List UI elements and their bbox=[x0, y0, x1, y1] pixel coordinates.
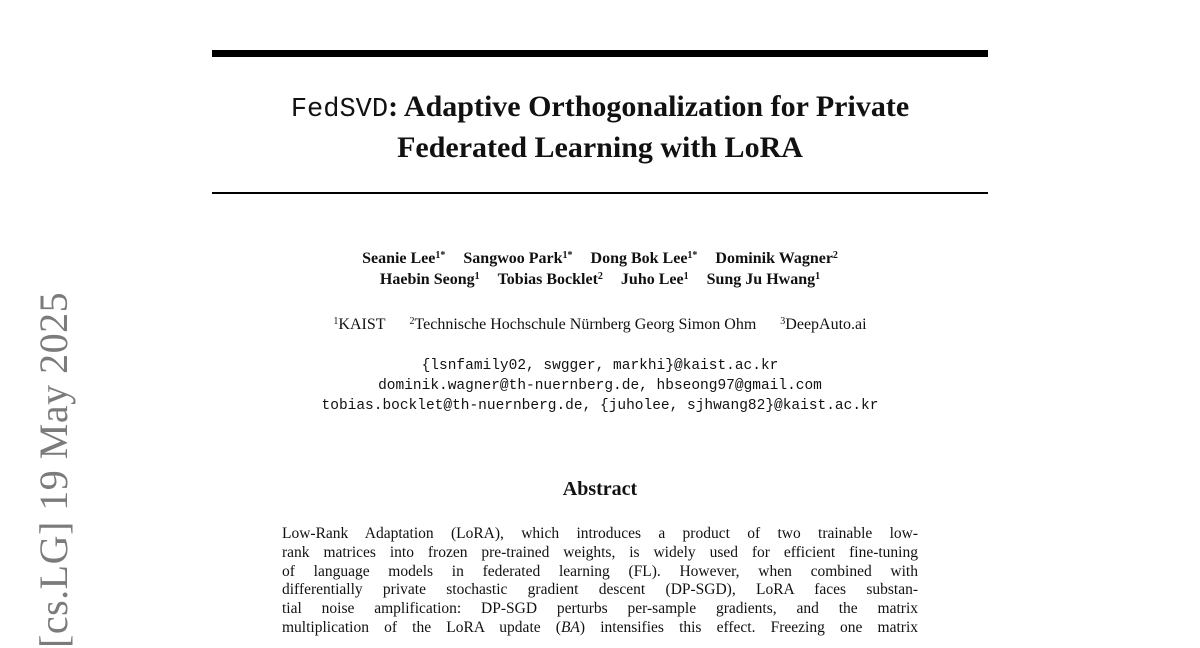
author: Seanie Lee$^{1*}$ bbox=[362, 250, 446, 267]
abstract-line: rank matrices into frozen pre-trained weights, is widely used for efficient fine-tuning bbox=[282, 543, 918, 561]
author-list bbox=[212, 248, 988, 290]
email-line: tobias.bocklet@th-nuernberg.de, {juholee, sjhwang82}@kaist.ac.kr bbox=[321, 398, 879, 414]
top-rule bbox=[212, 50, 988, 57]
author-row-1 bbox=[212, 248, 988, 269]
abstract-line: of language models in federated learning (FL). However, when combined with bbox=[282, 562, 918, 580]
affiliation: $^1$KAIST bbox=[333, 316, 386, 333]
title-line1-rest: : Adaptive Orthogonalization for Private bbox=[388, 90, 910, 123]
email-line: {lsnfamily02, swgger, markhi}@kaist.ac.kr bbox=[421, 358, 779, 374]
author: Juho Lee$^1$ bbox=[620, 271, 689, 288]
math-ba: BA bbox=[560, 618, 580, 636]
abstract-body bbox=[282, 525, 918, 638]
affiliation: $^3$DeepAuto.ai bbox=[780, 316, 867, 333]
paper-title bbox=[212, 88, 988, 167]
arxiv-stamp-text: [cs.LG] 19 May 2025 bbox=[31, 292, 76, 648]
affiliation: $^2$Technische Hochschule Nürnberg Georg Simon Ohm bbox=[409, 316, 757, 333]
author: Dominik Wagner$^2$ bbox=[715, 250, 838, 267]
abstract-line: multiplication of the LoRA update (BA) intensifies this effect. Freezing one matrix bbox=[282, 618, 918, 636]
arxiv-sidebar-stamp bbox=[24, 292, 84, 648]
abstract-line: differentially private stochastic gradient descent (DP-SGD), LoRA faces substan- bbox=[282, 581, 918, 599]
author: Tobias Bocklet$^2$ bbox=[497, 271, 603, 288]
abstract-line: Low-Rank Adaptation (LoRA), which introduces a product of two trainable low- bbox=[282, 525, 918, 542]
abstract-line: tial noise amplification: DP-SGD perturbs per-sample gradients, and the matrix bbox=[282, 600, 918, 618]
author-row-2 bbox=[212, 269, 988, 290]
email-list bbox=[212, 356, 988, 416]
author: Haebin Seong$^1$ bbox=[379, 271, 480, 288]
email-line: dominik.wagner@th-nuernberg.de, hbseong97@gmail.com bbox=[378, 378, 822, 394]
title-system-name: FedSVD bbox=[290, 95, 389, 125]
author: Sung Ju Hwang$^1$ bbox=[706, 271, 821, 288]
affiliation-list bbox=[212, 314, 988, 335]
title-line2: Federated Learning with LoRA bbox=[397, 131, 803, 164]
author: Dong Bok Lee$^{1*}$ bbox=[590, 250, 698, 267]
abstract-heading: Abstract bbox=[562, 478, 638, 500]
title-bottom-rule bbox=[212, 192, 988, 194]
author: Sangwoo Park$^{1*}$ bbox=[463, 250, 573, 267]
